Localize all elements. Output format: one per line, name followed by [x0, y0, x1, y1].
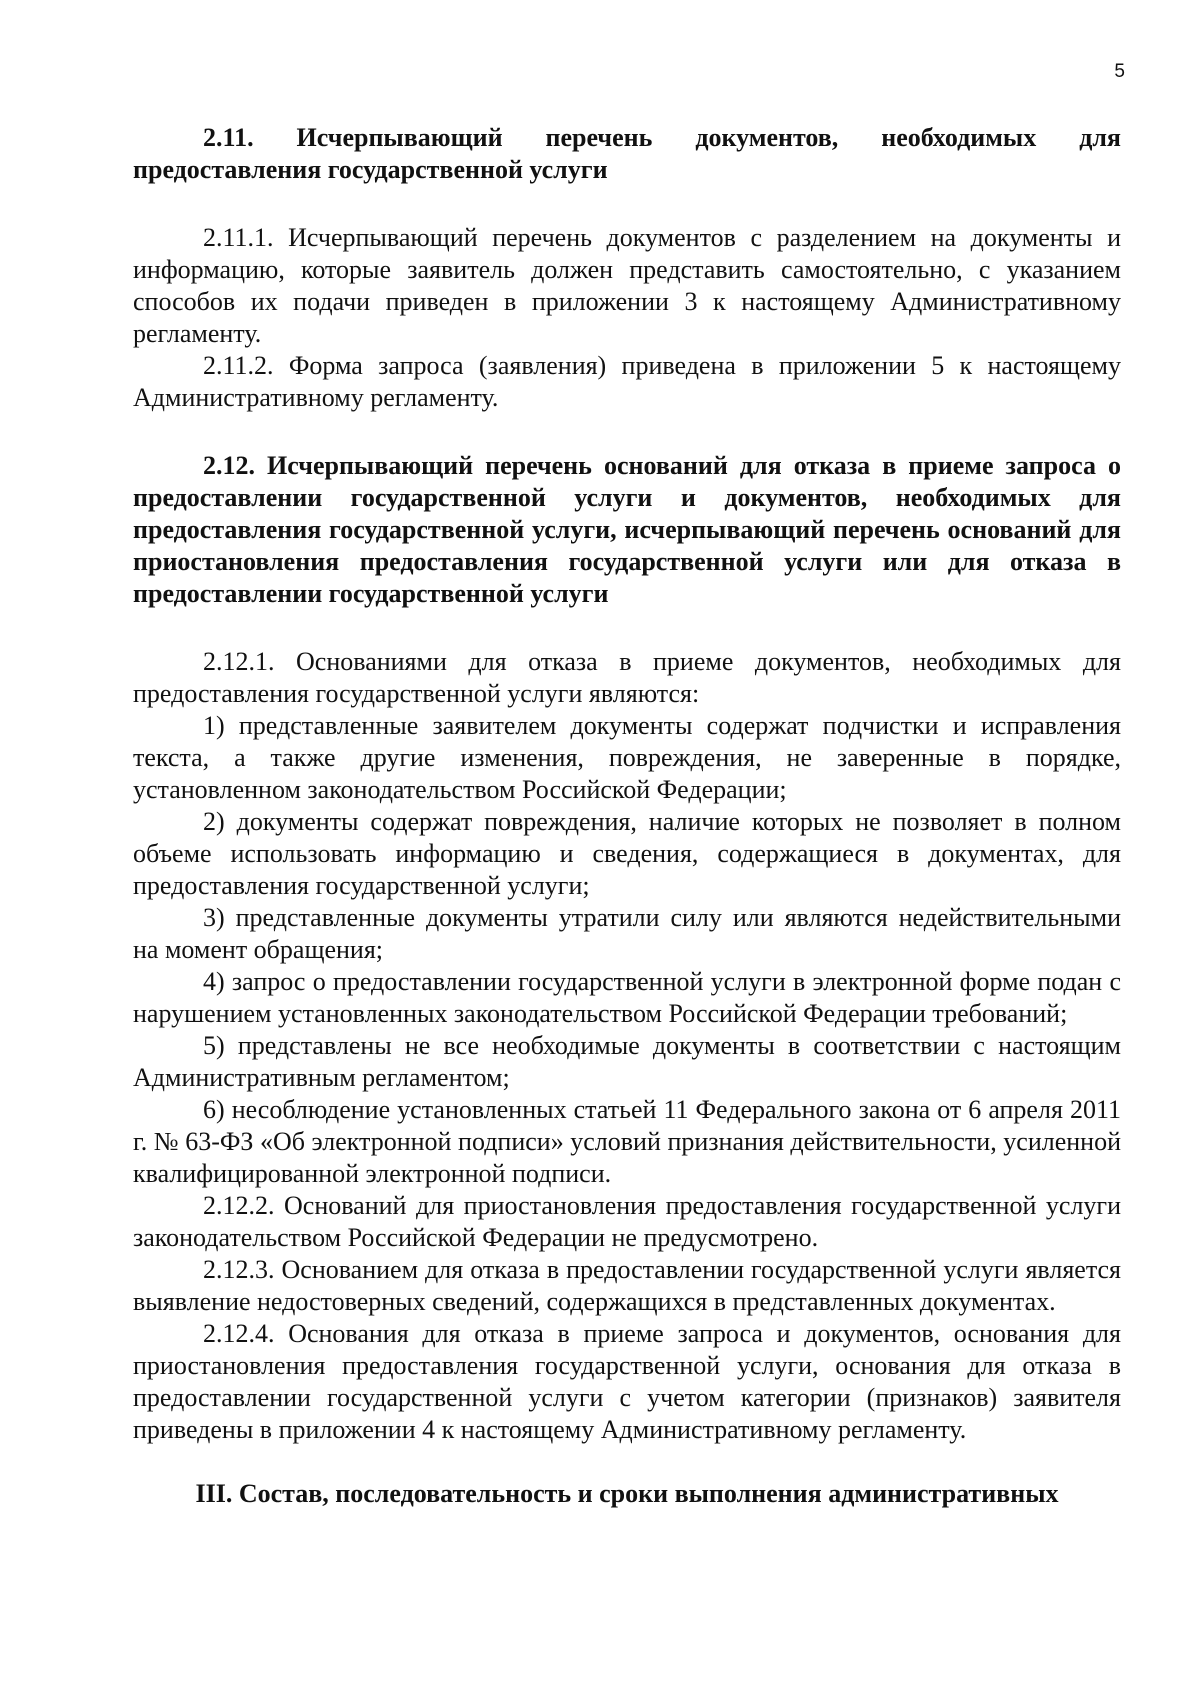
section-heading-2-12: 2.12. Исчерпывающий перечень оснований для отказа в приеме запроса о предоставлении государственной услуги и документов, необходимых для предоставления государственной услуги, исчерпывающий перечень оснований для приостановления предоставления государственной услуги или для отказа в предоставлении государственной услуги	[133, 451, 1121, 608]
paragraph-2-12-2: 2.12.2. Оснований для приостановления предоставления государственной услуги законодательством Российской Федерации не предусмотрено.	[133, 1191, 1121, 1252]
paragraph-2-12-1: 2.12.1. Основаниями для отказа в приеме документов, необходимых для предоставления государственной услуги являются:	[133, 647, 1121, 708]
list-item-1: 1) представленные заявителем документы содержат подчистки и исправления текста, а также другие изменения, повреждения, не заверенные в порядке, установленном законодательством Российской Федерации;	[133, 711, 1121, 804]
paragraph-2-12-3: 2.12.3. Основанием для отказа в предоставлении государственной услуги является выявление недостоверных сведений, содержащихся в представленных документах.	[133, 1255, 1121, 1316]
list-item-6: 6) несоблюдение установленных статьей 11 Федерального закона от 6 апреля 2011 г. № 63-ФЗ «Об электронной подписи» условий признания действительности, усиленной квалифицированной электронной подписи.	[133, 1095, 1121, 1188]
list-item-3: 3) представленные документы утратили силу или являются недействительными на момент обращения;	[133, 903, 1121, 964]
paragraph-2-12-4: 2.12.4. Основания для отказа в приеме запроса и документов, основания для приостановления предоставления государственной услуги, основания для отказа в предоставлении государственной услуги с учетом категории (признаков) заявителя приведены в приложении 4 к настоящему Административному регламенту.	[133, 1319, 1121, 1444]
list-item-5: 5) представлены не все необходимые документы в соответствии с настоящим Административным регламентом;	[133, 1031, 1121, 1092]
document-content	[133, 122, 1121, 1510]
section-heading-2-11: 2.11. Исчерпывающий перечень документов, необходимых для предоставления государственной услуги	[133, 123, 1121, 184]
page-number: 5	[1114, 61, 1125, 82]
paragraph-2-11-1: 2.11.1. Исчерпывающий перечень документов с разделением на документы и информацию, которые заявитель должен представить самостоятельно, с указанием способов их подачи приведен в приложении 3 к настоящему Административному регламенту.	[133, 223, 1121, 348]
list-item-2: 2) документы содержат повреждения, наличие которых не позволяет в полном объеме использовать информацию и сведения, содержащиеся в документах, для предоставления государственной услуги;	[133, 807, 1121, 900]
list-item-4: 4) запрос о предоставлении государственной услуги в электронной форме подан с нарушением установленных законодательством Российской Федерации требований;	[133, 967, 1121, 1028]
paragraph-2-11-2: 2.11.2. Форма запроса (заявления) приведена в приложении 5 к настоящему Административному регламенту.	[133, 351, 1121, 412]
chapter-title: III. Состав, последовательность и сроки выполнения административных	[195, 1479, 1059, 1508]
